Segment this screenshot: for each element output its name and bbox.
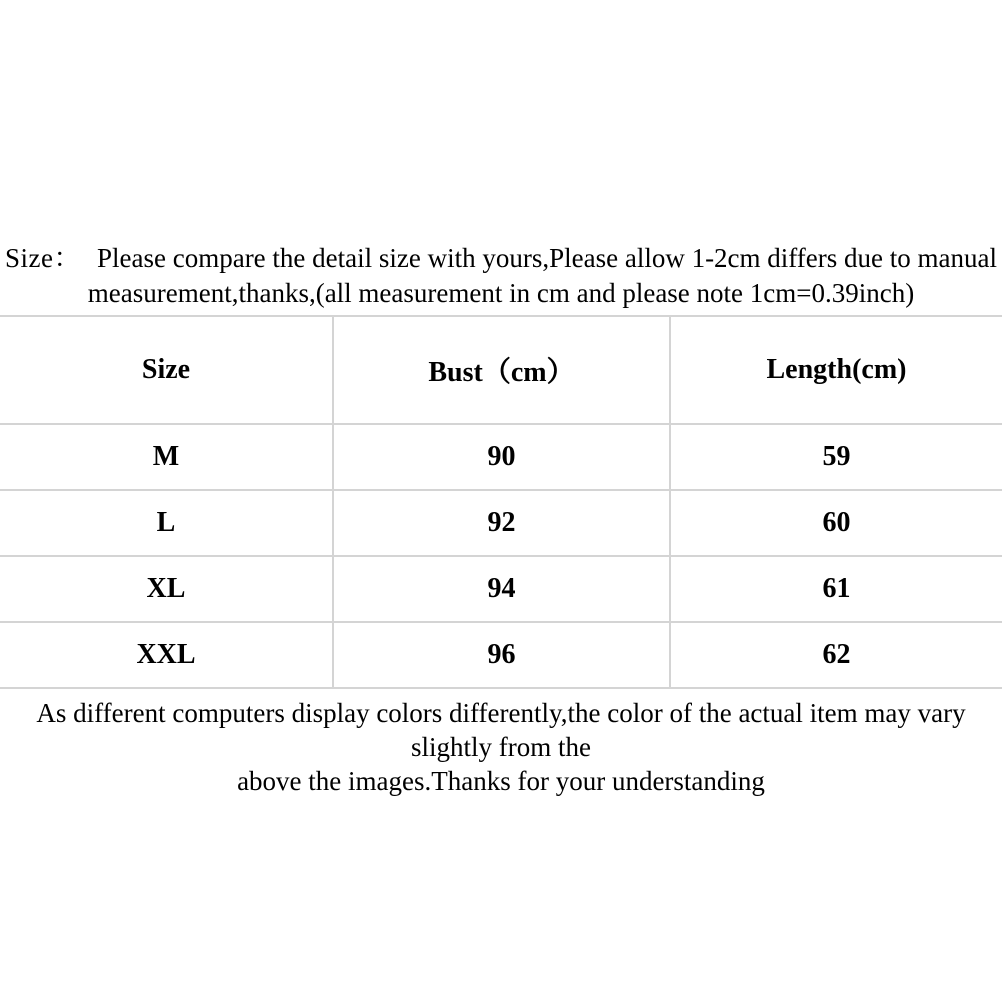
color-disclaimer-line2: above the images.Thanks for your understanding [237, 766, 765, 796]
cell-bust-xxl: 96 [333, 622, 670, 688]
table-row-l [0, 490, 1002, 556]
color-disclaimer-line1: As different computers display colors differently,the color of the actual item may vary slightly from the [36, 698, 966, 762]
cell-length-xxl: 62 [670, 622, 1002, 688]
measurement-note-line1-text: Please compare the detail size with yours,Please allow 1-2cm differs due to manual [97, 243, 997, 273]
size-table [0, 315, 1002, 689]
cell-bust-l: 92 [333, 490, 670, 556]
measurement-note-line1 [0, 241, 1002, 276]
cell-length-xl: 61 [670, 556, 1002, 622]
measurement-note [0, 241, 1002, 311]
cell-size-l: L [0, 490, 333, 556]
table-row-m [0, 424, 1002, 490]
column-header-bust: Bust（cm） [333, 316, 670, 424]
cell-size-xxl: XXL [0, 622, 333, 688]
table-row-xxl [0, 622, 1002, 688]
cell-size-xl: XL [0, 556, 333, 622]
measurement-note-line2: measurement,thanks,(all measurement in cm and please note 1cm=0.39inch) [87, 278, 915, 308]
color-disclaimer-note [0, 696, 1002, 798]
size-table-header-row [0, 316, 1002, 424]
table-row-xl [0, 556, 1002, 622]
column-header-size: Size [0, 316, 333, 424]
size-label: Size： [5, 243, 81, 273]
cell-bust-xl: 94 [333, 556, 670, 622]
cell-bust-m: 90 [333, 424, 670, 490]
cell-size-m: M [0, 424, 333, 490]
column-header-length: Length(cm) [670, 316, 1002, 424]
cell-length-m: 59 [670, 424, 1002, 490]
cell-length-l: 60 [670, 490, 1002, 556]
